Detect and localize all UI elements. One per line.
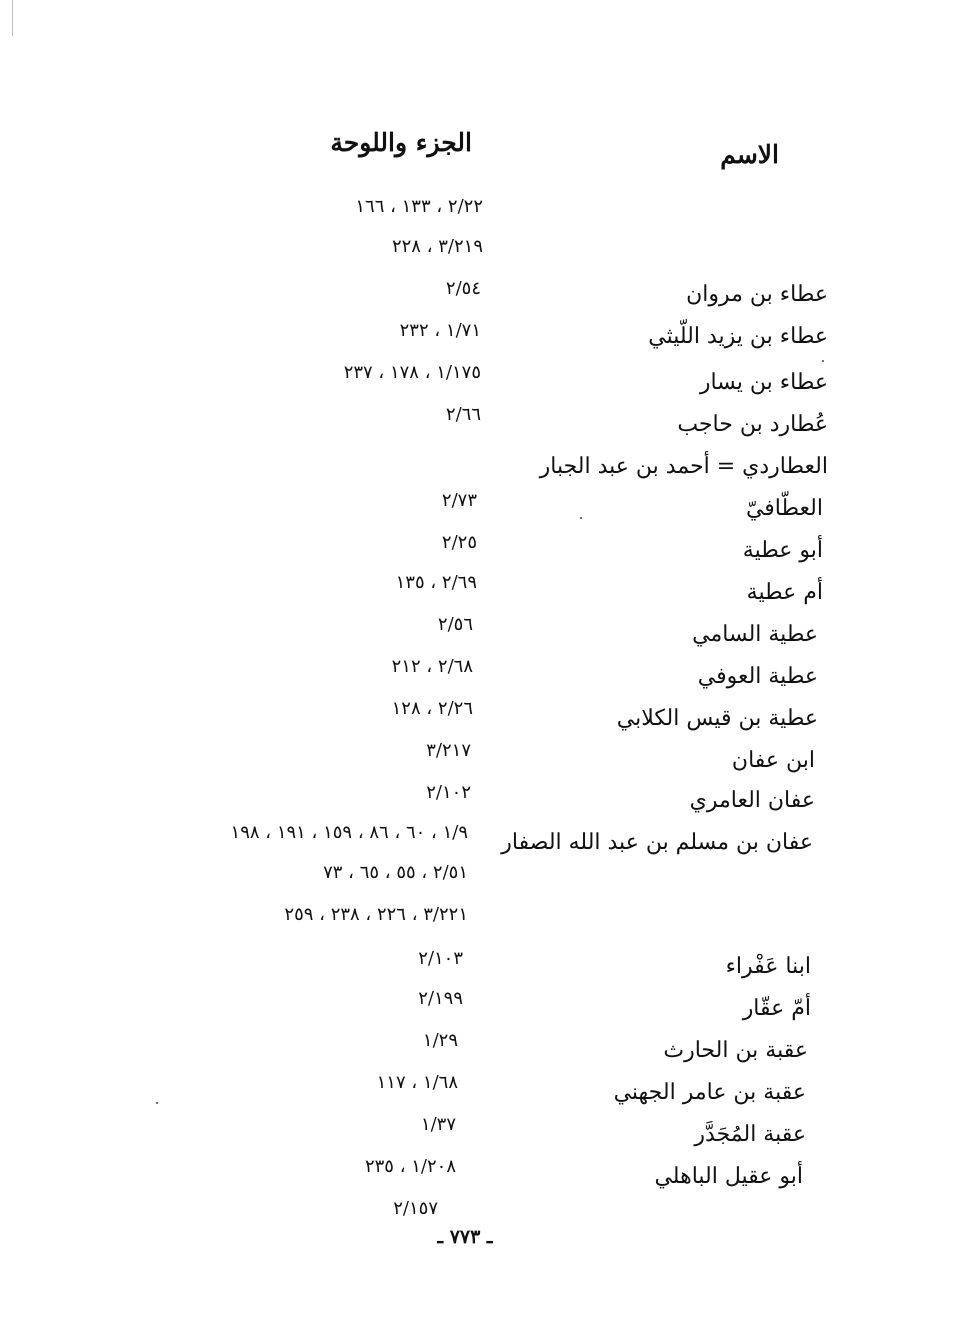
- name-cell: عفان بن مسلم بن عبد الله الصفار: [501, 830, 813, 855]
- ref-cell: ١/٦٨ ، ١١٧: [376, 1072, 458, 1093]
- ref-cell: ٢/١٩٩: [418, 988, 463, 1009]
- name-cell: أبو عقيل الباهلي: [654, 1164, 803, 1189]
- name-cell: عُطارد بن حاجب: [677, 412, 828, 437]
- ref-cell: ٢/٢٦ ، ١٢٨: [391, 698, 473, 719]
- name-cell: عقبة المُجَدَّر: [694, 1122, 806, 1147]
- ref-cell: ٢/١٥٧: [393, 1198, 438, 1219]
- name-cell: أمّ عقّار: [742, 996, 811, 1021]
- ref-cell: ٢/٥٦: [437, 614, 473, 635]
- ref-cell: ٢/٥١ ، ٥٥ ، ٦٥ ، ٧٣: [323, 862, 468, 883]
- ref-cell: ٣/٢١٧: [426, 740, 471, 761]
- name-cell: ابنا عَفْراء: [725, 954, 811, 979]
- name-cell: عطاء بن مروان: [686, 282, 828, 307]
- name-cell: عطية بن قيس الكلابي: [616, 706, 818, 731]
- name-cell: ابن عفان: [731, 748, 815, 773]
- ref-cell: ١/٢٩: [422, 1030, 458, 1051]
- scan-speck: [156, 1102, 158, 1104]
- name-cell: عطاء بن يزيد اللّيثي: [648, 324, 828, 349]
- name-cell: عطاء بن يسار: [699, 370, 828, 395]
- ref-cell: ١/٧١ ، ٢٣٢: [399, 320, 481, 341]
- ref-cell: ٢/٥٤: [445, 278, 481, 299]
- page-number: ـ ٧٧٣ ـ: [437, 1226, 493, 1248]
- header-name: الاسم: [720, 140, 779, 169]
- ref-cell: ٢/١٠٣: [418, 948, 463, 969]
- ref-cell: ٢/١٠٢: [426, 782, 471, 803]
- ref-cell: ١/٩ ، ٦٠ ، ٨٦ ، ١٥٩ ، ١٩١ ، ١٩٨: [230, 822, 468, 843]
- name-cell: أبو عطية: [742, 538, 823, 563]
- name-cell: عطية العوفي: [697, 664, 818, 689]
- ref-cell: ٢/٢٢ ، ١٣٣ ، ١٦٦: [355, 196, 483, 217]
- name-cell: عقبة بن الحارث: [663, 1038, 808, 1063]
- name-cell: أم عطية: [746, 580, 823, 605]
- ref-cell: ١/٣٧: [420, 1114, 456, 1135]
- scan-speck: [822, 360, 824, 362]
- ref-cell: ٢/٢٥: [441, 532, 477, 553]
- name-cell: عقبة بن عامر الجهني: [613, 1080, 806, 1105]
- ref-cell: ١/١٧٥ ، ١٧٨ ، ٢٣٧: [343, 362, 481, 383]
- ref-cell: ٢/٦٩ ، ١٣٥: [395, 572, 477, 593]
- scan-edge-line: [12, 0, 13, 36]
- ref-cell: ٢/٧٣: [441, 490, 477, 511]
- scan-speck: [580, 517, 582, 519]
- name-cell: عفان العامري: [689, 788, 815, 813]
- name-cell: العطّافيّ: [745, 496, 823, 521]
- ref-cell: ٢/٦٦: [445, 404, 481, 425]
- ref-cell: ٣/٢١٩ ، ٢٢٨: [391, 236, 483, 257]
- name-cell: العطاردي = أحمد بن عبد الجبار: [539, 454, 828, 479]
- name-cell: عطية السامي: [692, 622, 818, 647]
- ref-cell: ٣/٢٢١ ، ٢٢٦ ، ٢٣٨ ، ٢٥٩: [284, 904, 468, 925]
- ref-cell: ١/٢٠٨ ، ٢٣٥: [364, 1156, 456, 1177]
- ref-cell: ٢/٦٨ ، ٢١٢: [391, 656, 473, 677]
- header-volume-plate: الجزء واللوحة: [330, 128, 472, 157]
